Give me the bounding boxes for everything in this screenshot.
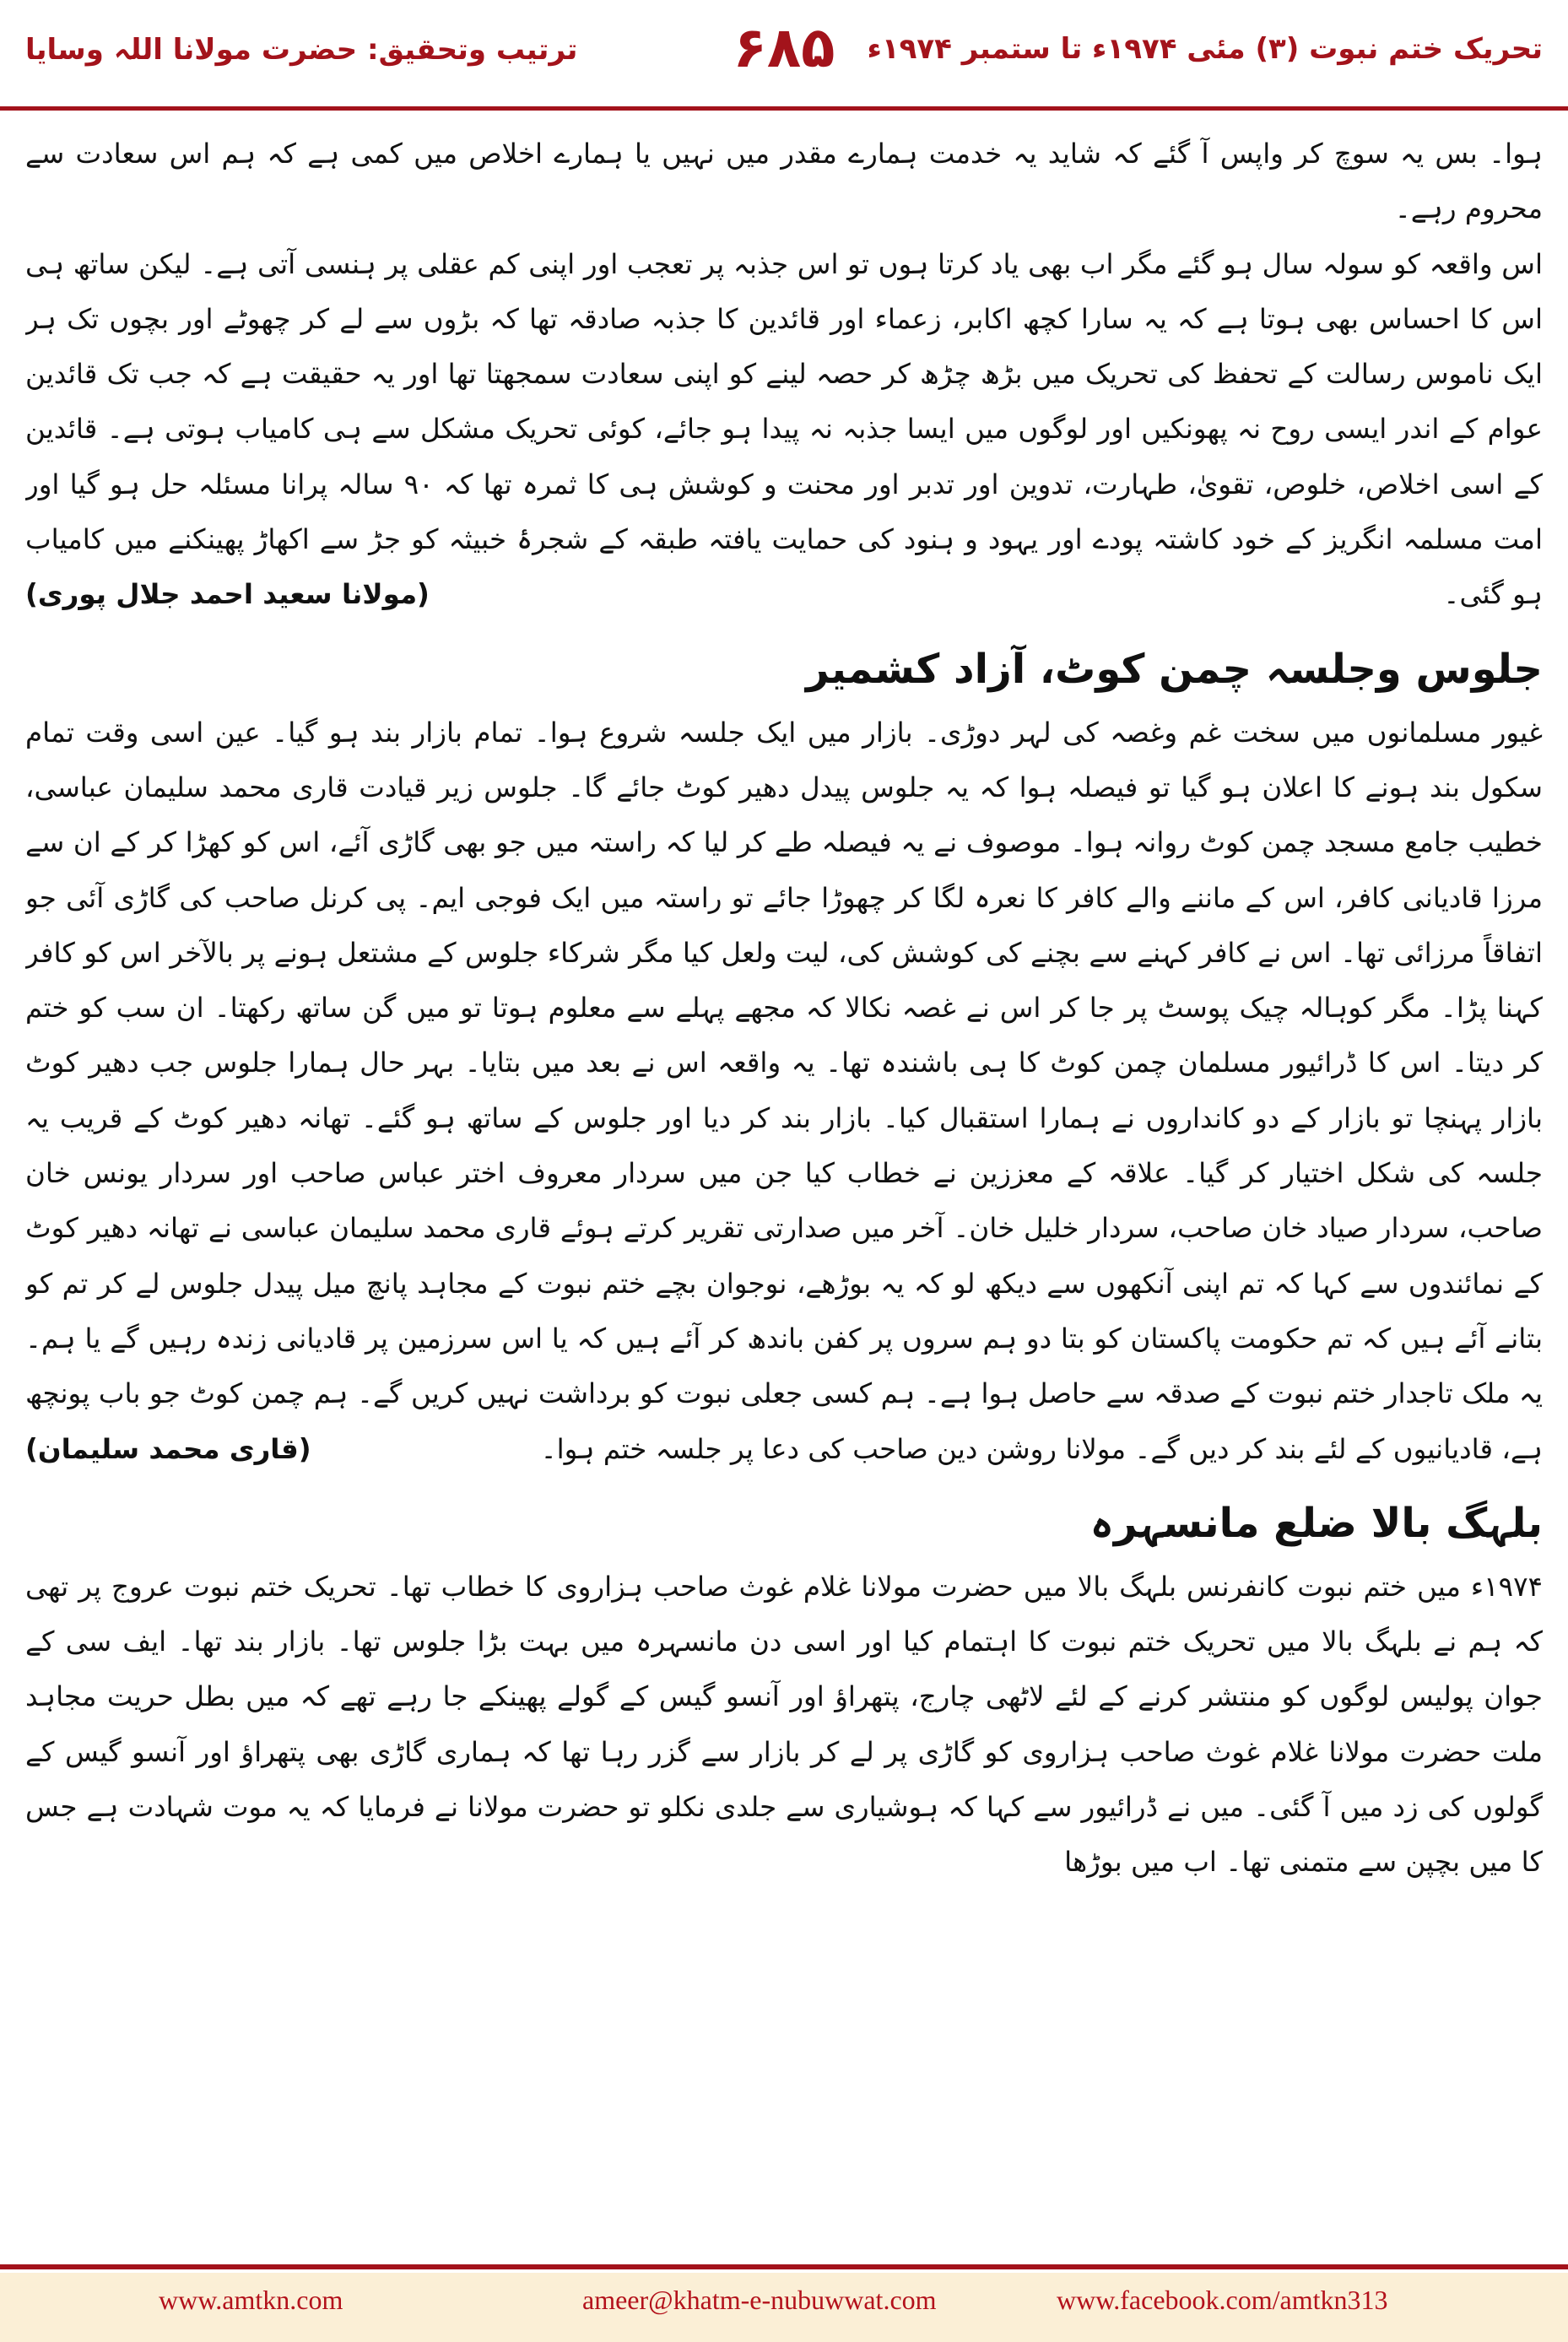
page-body bbox=[25, 127, 1543, 2186]
author-credit: (قاری محمد سلیمان) bbox=[25, 1432, 311, 1465]
paragraph-text: اس واقعہ کو سولہ سال ہو گئے مگر اب بھی یاد کرتا ہوں تو اس جذبہ پر تعجب اور اپنی کم عقلی پر ہنسی آتی ہے۔ لیکن ساتھ ہی اس کا احساس بھی ہوتا ہے کہ یہ سارا کچھ اکابر، زعماء اور قائدین کا جذبہ صادقہ تھا کہ بڑوں سے لے کر چھوٹے اور بچوں تک ہر ایک ناموس رسالت کے تحفظ کی تحریک میں بڑھ چڑھ کر حصہ لینے کو اپنی سعادت سمجھتا تھا اور یہ حقیقت ہے کہ جب تک قائدین عوام کے اندر ایسی روح نہ پھونکیں اور لوگوں میں ایسا جذبہ نہ پیدا ہو جائے، کوئی تحریک مشکل سے ہی کامیاب ہوتی ہے۔ قائدین کے اسی اخلاص، خلوص، تقویٰ، طہارت، تدوین اور تدبر اور محنت و کوشش ہی کا ثمرہ تھا کہ ۹۰ سالہ پرانا مسئلہ حل ہو گیا اور امت مسلمہ انگریز کے خود کاشتہ پودے اور یہود و ہنود کی حمایت یافتہ طبقہ کے شجرۂ خبیثہ کو جڑ سے اکھاڑ پھینکنے میں کامیاب ہو گئی۔ bbox=[25, 247, 1543, 611]
book-title: تحریک ختم نبوت (۳) مئی ۱۹۷۴ء تا ستمبر ۱۹۷۴ء bbox=[867, 32, 1543, 66]
section-balhag-bala bbox=[25, 1487, 1543, 1890]
paragraph bbox=[25, 237, 1543, 623]
paragraph: ۱۹۷۴ء میں ختم نبوت کانفرنس بلہگ بالا میں حضرت مولانا غلام غوث صاحب ہزاروی کا خطاب تھا۔ تحریک ختم نبوت عروج پر تھی کہ ہم نے بلہگ بالا میں تحریک ختم نبوت کا اہتمام کیا اور اسی دن مانسہرہ میں بہت بڑا جلوس تھا۔ بازار بند تھا۔ ایف سی کے جوان پولیس لوگوں کو منتشر کرنے کے لئے لاٹھی چارج، پتھراؤ اور آنسو گیس کے گولے پھینکے جا رہے تھے کہ میں بطل حریت مجاہد ملت حضرت مولانا غلام غوث صاحب ہزاروی کو گاڑی پر لے کر بازار سے گزر رہا تھا کہ ہماری گاڑی بھی پتھراؤ اور آنسو گیس کے گولوں کی زد میں آ گئی۔ میں نے ڈرائیور سے کہا کہ ہوشیاری سے جلدی نکلو تو حضرت مولانا نے فرمایا کہ یہ موت شہادت ہے جس کا میں بچپن سے متمنی تھا۔ اب میں بوڑھا bbox=[25, 1570, 1543, 1879]
paragraph-text: غیور مسلمانوں میں سخت غم وغصہ کی لہر دوڑی۔ بازار میں ایک جلسہ شروع ہوا۔ تمام بازار بند ہو گیا۔ عین اسی وقت تمام سکول بند ہونے کا اعلان ہو گیا تو فیصلہ ہوا کہ یہ جلوس پیدل دھیر کوٹ جائے گا۔ جلوس زیر قیادت قاری محمد سلیمان عباسی، خطیب جامع مسجد چمن کوٹ روانہ ہوا۔ موصوف نے یہ فیصلہ طے کر لیا کہ راستہ میں جو بھی گاڑی آئے، اس کو کھڑا کر کے ان سے مرزا قادیانی کافر، اس کے ماننے والے کافر کا نعرہ لگا کر چھوڑا جائے تو راستہ میں ایک فوجی ایم۔ پی کرنل صاحب کی گاڑی آئی جو اتفاقاً مرزائی تھا۔ اس نے کافر کہنے سے بچنے کی کوشش کی، لیت ولعل کیا مگر شرکاء جلوس کے مشتعل ہونے پر بالآخر اس کو کافر کہنا پڑا۔ مگر کوہالہ چیک پوسٹ پر جا کر اس نے غصہ نکالا کہ مجھے پہلے سے معلوم ہوتا تو میں گن ساتھ رکھتا۔ ان سب کو ختم کر دیتا۔ اس کا ڈرائیور مسلمان چمن کوٹ کا ہی باشندہ تھا۔ یہ واقعہ اس نے بعد میں بتایا۔ بہر حال ہمارا جلوس جب دھیر کوٹ بازار پہنچا تو بازار کے دو کانداروں نے ہمارا استقبال کیا۔ بازار بند کر دیا اور جلوس کے ساتھ ہو گئے۔ تھانہ دھیر کوٹ کے قریب یہ جلسہ کی شکل اختیار کر گیا۔ علاقہ کے معززین نے خطاب کیا جن میں سردار معروف اختر عباس صاحب اور سردار یونس خان صاحب، سردار صیاد خان صاحب، سردار خلیل خان۔ آخر میں صدارتی تقریر کرتے ہوئے قاری محمد سلیمان عباسی نے تھانہ دھیر کوٹ کے نمائندوں سے کہا کہ تم اپنی آنکھوں سے دیکھ لو کہ یہ بوڑھے، نوجوان بچے ختم نبوت کے مجاہد پانچ میل پیدل جلوس لے کر تم کو بتانے آئے ہیں کہ تم حکومت پاکستان کو بتا دو ہم سروں پر کفن باندھ کر آئے ہیں کہ یا اس سرزمین پر قادیانی زندہ رہیں گے یا ہم۔ یہ ملک تاجدار ختم نبوت کے صدقہ سے حاصل ہوا ہے۔ ہم کسی جعلی نبوت کو برداشت نہیں کریں گے۔ ہم چمن کوٹ جو باب پونچھ ہے، قادیانیوں کے لئے بند کر دیں گے۔ مولانا روشن دین صاحب کی دعا پر جلسہ ختم ہوا۔ bbox=[25, 716, 1543, 1465]
page-number: ۶۸۵ bbox=[733, 15, 835, 80]
author-credit: (مولانا سعید احمد جلال پوری) bbox=[25, 578, 430, 611]
facebook-link[interactable]: www.facebook.com/amtkn313 bbox=[1057, 2285, 1388, 2315]
section-chaman-kot bbox=[25, 633, 1543, 1477]
section-intro bbox=[25, 127, 1543, 623]
website-link[interactable]: www.amtkn.com bbox=[159, 2285, 343, 2315]
email-link[interactable]: ameer@khatm-e-nubuwwat.com bbox=[582, 2285, 937, 2315]
paragraph: ہوا۔ بس یہ سوچ کر واپس آ گئے کہ شاید یہ خدمت ہمارے مقدر میں نہیں یا ہمارے اخلاص میں کمی ہے کہ ہم اس سعادت سے محروم رہے۔ bbox=[25, 138, 1543, 225]
page-header bbox=[0, 0, 1568, 110]
page-footer bbox=[0, 2273, 1568, 2342]
footer-divider bbox=[0, 2264, 1568, 2269]
header-divider bbox=[0, 106, 1568, 111]
section-heading: جلوس وجلسہ چمن کوٹ، آزاد کشمیر bbox=[805, 645, 1543, 693]
compiler-credit: ترتیب وتحقیق: حضرت مولانا اللہ وسایا bbox=[25, 33, 578, 67]
paragraph bbox=[25, 706, 1543, 1477]
section-heading: بلہگ بالا ضلع مانسہرہ bbox=[1089, 1499, 1543, 1547]
